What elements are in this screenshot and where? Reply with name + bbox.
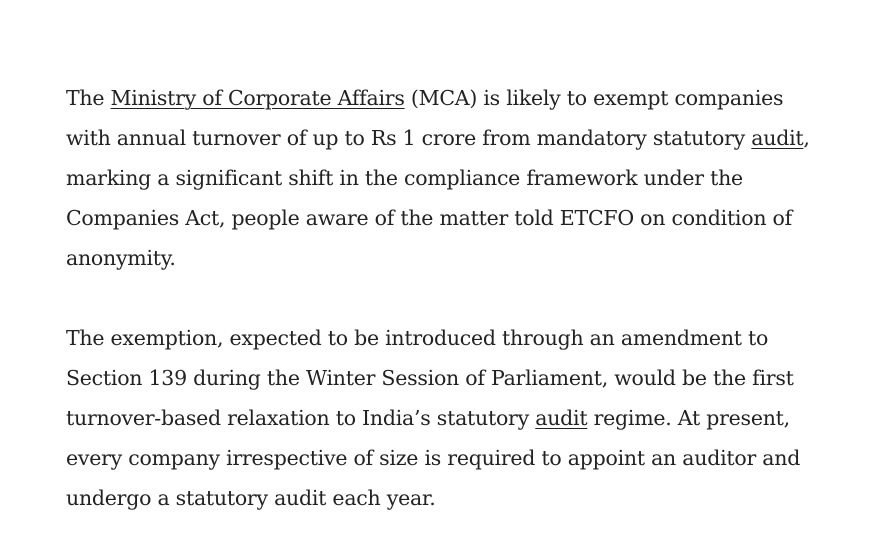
paragraph-2-line-3 [66,398,846,438]
text-run: with annual turnover of up to Rs 1 crore from mandatory statutory [66,126,752,150]
paragraph-2-line-4: every company irrespective of size is required to appoint an auditor and [66,446,801,470]
audit-link[interactable]: audit [751,126,804,150]
text-run: The [66,86,111,110]
text-run: turnover-based relaxation to India’s statutory [66,406,536,430]
paragraph-1-line-1 [66,78,846,118]
paragraph-1 [66,78,846,278]
text-run: (MCA) is likely to exempt companies [404,86,784,110]
paragraph-2 [66,318,846,518]
paragraph-2-line-5: undergo a statutory audit each year. [66,486,436,510]
paragraph-1-line-4: Companies Act, people aware of the matter told ETCFO on condition of [66,206,792,230]
paragraph-1-line-3: marking a significant shift in the compliance framework under the [66,166,743,190]
audit-link[interactable]: audit [535,406,588,430]
text-run: regime. At present, [587,406,790,430]
paragraph-2-line-1: The exemption, expected to be introduced through an amendment to [66,326,769,350]
article-body [66,78,846,518]
ministry-of-corporate-affairs-link[interactable]: Ministry of Corporate Affairs [110,86,405,110]
text-run: , [803,126,810,150]
paragraph-1-line-2 [66,118,846,158]
paragraph-2-line-2: Section 139 during the Winter Session of Parliament, would be the first [66,366,794,390]
paragraph-1-line-5: anonymity. [66,246,176,270]
